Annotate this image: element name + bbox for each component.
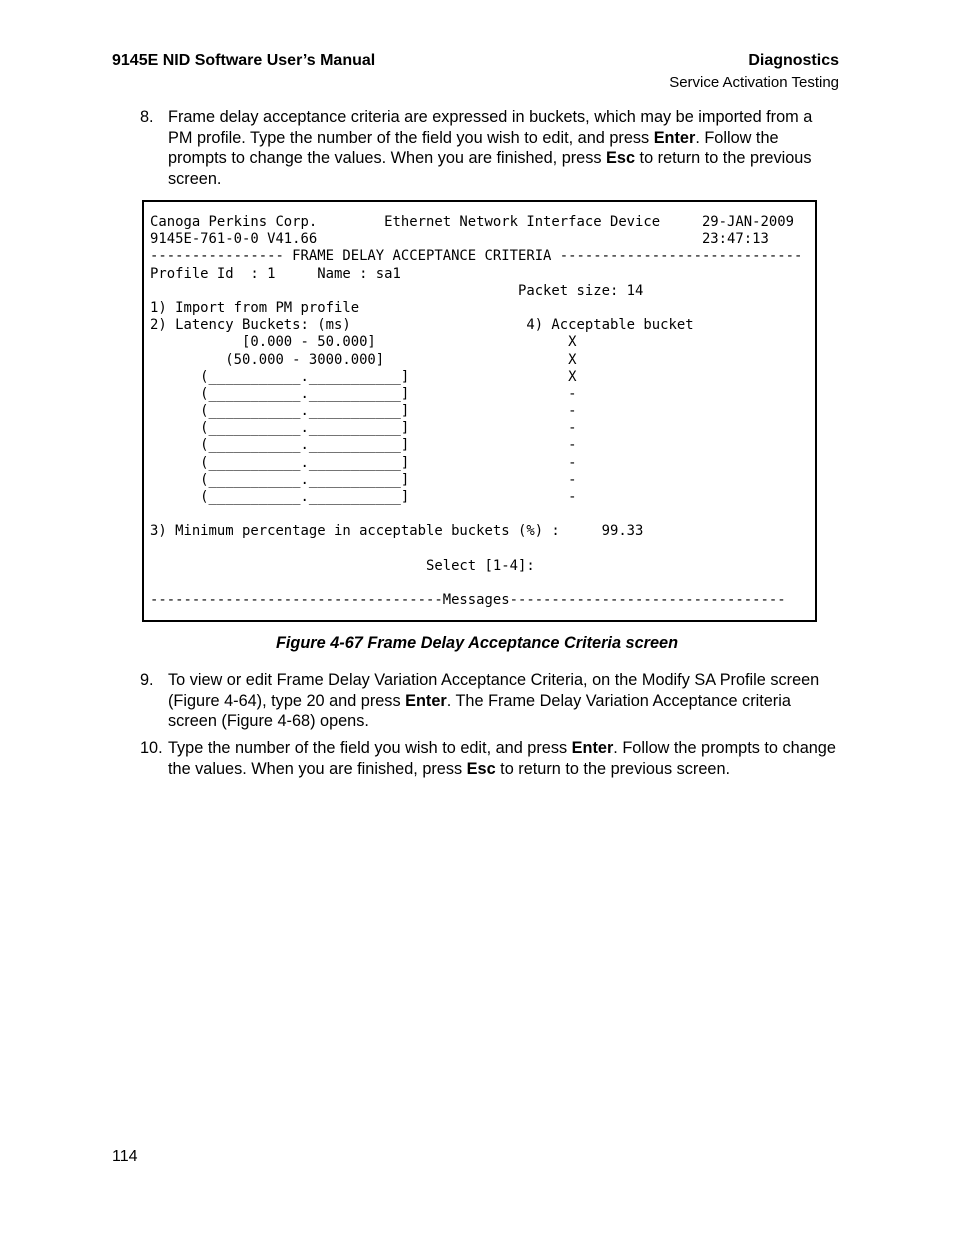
step-8-number: 8. bbox=[140, 108, 154, 126]
terminal-text bbox=[150, 214, 802, 609]
bucket-row: [0.000 - 50.000] X bbox=[150, 334, 577, 351]
bucket-row: (___________.___________] - bbox=[150, 403, 577, 420]
step-10 bbox=[140, 738, 840, 779]
step-8-text-a: Frame delay acceptance criteria are expressed in buckets, which may be imported from a PM profile. Type the number of the field you wish to edit, and press bbox=[168, 108, 813, 147]
bucket-row: (___________.___________] - bbox=[150, 454, 577, 471]
step-10-key-enter: Enter bbox=[571, 739, 614, 757]
messages-rule: -----------------------------------Messages--------------------------------- bbox=[150, 592, 786, 609]
terminal-version-line: 9145E-761-0-0 V41.66 23:47:13 bbox=[150, 231, 769, 248]
menu-min-percentage: 3) Minimum percentage in acceptable buckets (%) : 99.33 bbox=[150, 523, 644, 540]
manual-title: 9145E NID Software User’s Manual bbox=[112, 52, 376, 69]
menu-latency-buckets: 2) Latency Buckets: (ms) 4) Acceptable bucket bbox=[150, 317, 694, 334]
step-8-key-esc: Esc bbox=[606, 149, 636, 167]
profile-line: Profile Id : 1 Name : sa1 bbox=[150, 265, 401, 282]
step-8-key-enter: Enter bbox=[653, 128, 696, 147]
step-10-text-c: to return to the previous screen. bbox=[495, 759, 731, 778]
figure-caption: Figure 4-67 Frame Delay Acceptance Criteria screen bbox=[275, 634, 679, 652]
step-8 bbox=[140, 107, 840, 189]
bucket-row: (50.000 - 3000.000] X bbox=[150, 351, 577, 368]
step-8-text-b: . Follow the prompts to change the values. When you are finished, press bbox=[168, 128, 779, 167]
step-9-text-b: . The Frame Delay Variation Acceptance criteria screen (Figure 4-68) opens. bbox=[168, 691, 791, 730]
blank-line bbox=[150, 575, 802, 592]
bucket-row: (___________.___________] - bbox=[150, 471, 577, 488]
step-9-text-a: To view or edit Frame Delay Variation Acceptance Criteria, on the Modify SA Profile screen (Figure 4-64), type 20 and press bbox=[168, 671, 820, 710]
step-10-number: 10. bbox=[140, 739, 163, 757]
step-8-text bbox=[168, 107, 840, 189]
blank-line bbox=[150, 506, 802, 523]
step-9-text bbox=[168, 670, 840, 732]
bucket-row: (___________.___________] - bbox=[150, 437, 577, 454]
select-prompt: Select [1-4]: bbox=[150, 557, 535, 574]
step-9 bbox=[140, 670, 840, 732]
step-10-text-b: . Follow the prompts to change the values. When you are finished, press bbox=[168, 739, 836, 778]
terminal-screen bbox=[142, 200, 817, 622]
step-9-key-enter: Enter bbox=[405, 691, 447, 710]
packet-size-line: Packet size: 14 bbox=[150, 282, 644, 299]
blank-line bbox=[150, 541, 802, 558]
step-10-key-esc: Esc bbox=[466, 759, 496, 778]
terminal-title-rule: ---------------- FRAME DELAY ACCEPTANCE CRITERIA ----------------------------- bbox=[150, 248, 803, 265]
step-10-text bbox=[168, 738, 840, 779]
step-9-number: 9. bbox=[140, 671, 154, 689]
bucket-row: (___________.___________] - bbox=[150, 420, 577, 437]
bucket-row: (___________.___________] - bbox=[150, 385, 577, 402]
menu-import: 1) Import from PM profile bbox=[150, 299, 360, 316]
step-10-text-a: Type the number of the field you wish to edit, and press bbox=[168, 739, 572, 757]
section-title: Diagnostics bbox=[748, 52, 839, 69]
terminal-header-line: Canoga Perkins Corp. Ethernet Network Interface Device 29-JAN-2009 bbox=[150, 214, 794, 230]
bucket-row: (___________.___________] X bbox=[150, 368, 577, 385]
page-number: 114 bbox=[112, 1148, 138, 1165]
bucket-row: (___________.___________] - bbox=[150, 489, 577, 505]
step-8-text-c: to return to the previous screen. bbox=[168, 149, 812, 188]
subsection-title: Service Activation Testing bbox=[669, 74, 839, 91]
